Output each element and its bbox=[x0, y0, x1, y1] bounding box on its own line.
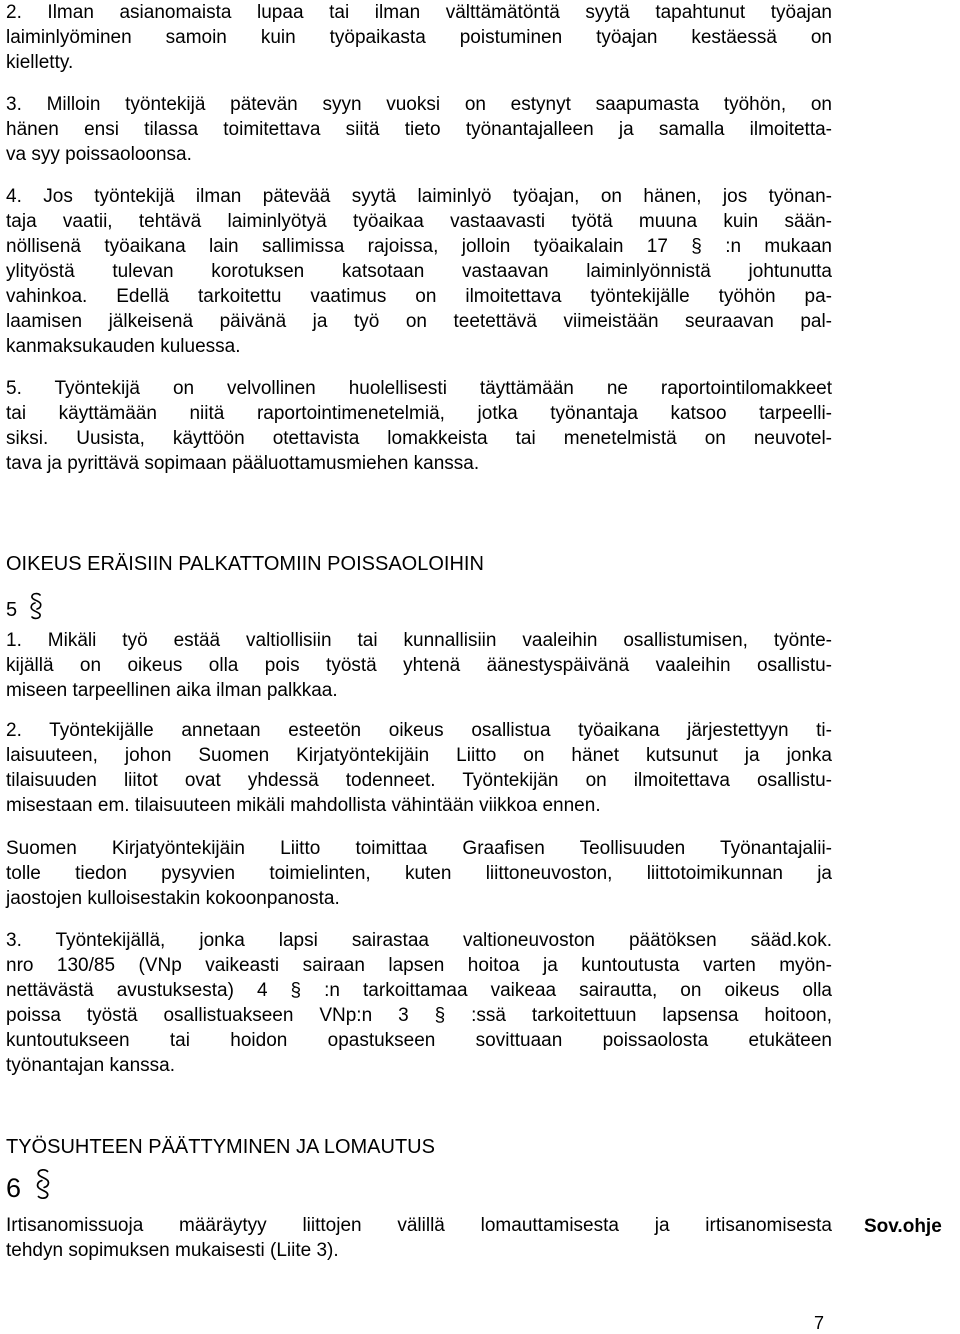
section5-paragraph-2 bbox=[6, 718, 832, 818]
text-line: poissa työstä osallistuakseen VNp:n 3 § :ssä tarkoitettuun lapsensa hoitoon, bbox=[6, 1005, 832, 1026]
section5-paragraph-union bbox=[6, 836, 832, 911]
page-number: 7 bbox=[814, 1313, 825, 1333]
text-line: kuntoutukseen tai hoidon opastukseen sovittuaan poissaolosta etukäteen bbox=[6, 1030, 832, 1051]
text-line: hänen ensi tilassa toimitettava siitä tieto työnantajalleen ja samalla ilmoitetta- bbox=[6, 119, 832, 140]
text-line: tolle tiedon pysyvien toimielinten, kuten liittoneuvoston, liittotoimikunnan ja bbox=[6, 863, 832, 884]
text-line: nro 130/85 (VNp vaikeasti sairaan lapsen hoitoa ja kuntoutusta varten myön- bbox=[6, 955, 832, 976]
section-heading: OIKEUS ERÄISIIN PALKATTOMIIN POISSAOLOIHIN bbox=[6, 553, 484, 575]
text-line: vahinkoa. Edellä tarkoitettu vaatimus on ilmoitettava työntekijälle työhön pa- bbox=[6, 286, 832, 307]
section5-paragraph-1 bbox=[6, 628, 832, 703]
paragraph-4 bbox=[6, 184, 832, 359]
section6-paragraph bbox=[6, 1213, 832, 1263]
paragraph-5 bbox=[6, 376, 832, 476]
section-number-value: 5 bbox=[6, 598, 18, 621]
text-line: 3. Työntekijällä, jonka lapsi sairastaa valtioneuvoston päätöksen sääd.kok. bbox=[6, 930, 832, 951]
text-line: Irtisanomissuoja määräytyy liittojen välillä lomauttamisesta ja irtisanomisesta bbox=[6, 1215, 832, 1236]
text-line: tava ja pyrittävä sopimaan pääluottamusmiehen kanssa. bbox=[6, 453, 480, 474]
text-line: nettävästä avustuksesta) 4 § :n tarkoittamaa vaikeaa sairautta, on oikeus olla bbox=[6, 980, 832, 1001]
text-line: va syy poissaoloonsa. bbox=[6, 144, 192, 165]
text-line: tilaisuuden liitot ovat yhdessä todenneet. Työntekijän on ilmoitettava osallistu- bbox=[6, 770, 832, 791]
text-line: kijällä on oikeus olla pois työstä yhtenä äänestyspäivänä vaaleihin osallistu- bbox=[6, 655, 832, 676]
text-line: nöllisenä työaikana lain sallimissa rajoissa, jolloin työaikalain 17 § :n mukaan bbox=[6, 236, 832, 257]
text-line: miseen tarpeellinen aika ilman palkkaa. bbox=[6, 680, 338, 701]
text-line: misestaan em. tilaisuuteen mikäli mahdollista vähintään viikkoa ennen. bbox=[6, 795, 601, 816]
section-number bbox=[6, 592, 43, 627]
text-line: tai käyttämään niitä raportointimenetelmiä, jotka työnantaja katsoo tarpeelli- bbox=[6, 403, 832, 424]
text-line: laiminlyöminen samoin kuin työpaikasta poistuminen työajan kestäessä on bbox=[6, 27, 832, 48]
text-line: jaostojen kulloisestakin kokoonpanosta. bbox=[6, 888, 340, 909]
text-line: laisuuteen, johon Suomen Kirjatyöntekijäin Liitto on hänet kutsunut ja jonka bbox=[6, 745, 832, 766]
text-line: 5. Työntekijä on velvollinen huolellisesti täyttämään ne raportointilomakkeet bbox=[6, 378, 832, 399]
text-line: 1. Mikäli työ estää valtiollisiin tai kunnallisiin vaaleihin osallistumisen, työnte- bbox=[6, 630, 832, 651]
text-line: ylityöstä tulevan korotuksen katsotaan vastaavan laiminlyönnistä johtunutta bbox=[6, 261, 832, 282]
section-number-value: 6 bbox=[6, 1173, 22, 1203]
text-line: tehdyn sopimuksen mukaisesti (Liite 3). bbox=[6, 1240, 339, 1261]
text-line: Suomen Kirjatyöntekijäin Liitto toimittaa Graafisen Teollisuuden Työnantajalii- bbox=[6, 838, 832, 859]
text-line: taja vaatii, tehtävä laiminlyötyä työaikaa vastaavasti työtä muuna kuin sään- bbox=[6, 211, 832, 232]
paragraph-3 bbox=[6, 92, 832, 167]
section-sign-icon bbox=[35, 1168, 51, 1208]
text-line: 4. Jos työntekijä ilman pätevää syytä laiminlyö työajan, on hänen, jos työnan- bbox=[6, 186, 832, 207]
section5-paragraph-3 bbox=[6, 928, 832, 1078]
side-label: Sov.ohje bbox=[864, 1216, 942, 1237]
text-line: laamisen jälkeisenä päivänä ja työ on teetettävä viimeistään seuraavan pal- bbox=[6, 311, 832, 332]
text-line: kanmaksukauden kuluessa. bbox=[6, 336, 241, 357]
section-number bbox=[6, 1168, 51, 1208]
text-line: 2. Ilman asianomaista lupaa tai ilman välttämätöntä syytä tapahtunut työajan bbox=[6, 2, 832, 23]
text-line: siksi. Uusista, käyttöön otettavista lomakkeista tai menetelmistä on neuvotel- bbox=[6, 428, 832, 449]
text-line: kielletty. bbox=[6, 52, 74, 73]
text-line: 2. Työntekijälle annetaan esteetön oikeus osallistua työaikana järjestettyyn ti- bbox=[6, 720, 832, 741]
paragraph-2 bbox=[6, 0, 832, 75]
section-sign-icon bbox=[29, 592, 43, 627]
section-heading: TYÖSUHTEEN PÄÄTTYMINEN JA LOMAUTUS bbox=[6, 1136, 435, 1158]
text-line: työnantajan kanssa. bbox=[6, 1055, 176, 1076]
text-line: 3. Milloin työntekijä pätevän syyn vuoksi on estynyt saapumasta työhön, on bbox=[6, 94, 832, 115]
